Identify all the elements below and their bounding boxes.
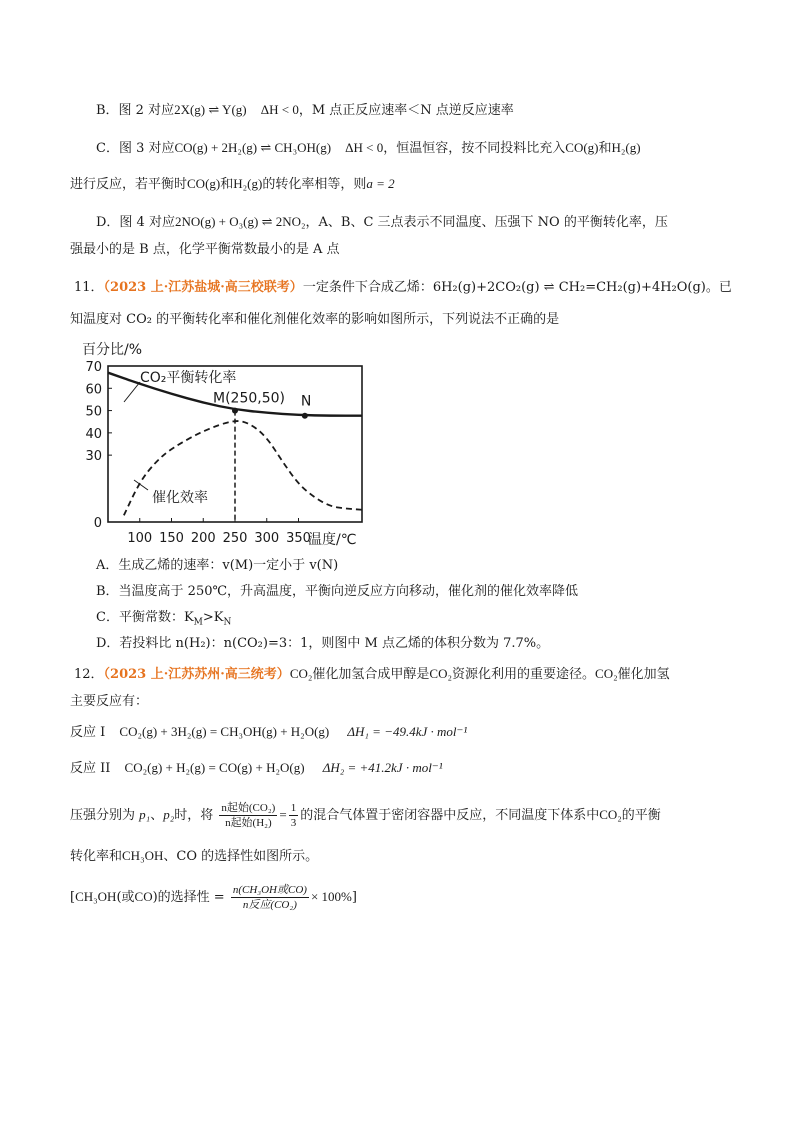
pressure-symbol: p₂ (163, 807, 175, 822)
reaction-formula: CO(g) + 2H₂(g) ⇌ CH₃OH(g) (174, 140, 332, 155)
option-text: 强最小的是 B 点，化学平衡常数最小的是 A 点 (70, 242, 340, 257)
q12-conditions (70, 800, 661, 831)
species: H₂(g) (233, 176, 263, 191)
species: CO₂ (289, 666, 313, 681)
subscript: M (193, 617, 203, 628)
series-label-co2: CO₂平衡转化率 (140, 370, 237, 386)
species: CH₃OH (122, 848, 164, 863)
x-tick-label: 250 (222, 531, 248, 546)
q11-option-b (96, 582, 578, 602)
point-label-m: M(250,50) (213, 390, 285, 407)
option-text: ，M 点正反应速率＜N 点逆反应速率 (298, 103, 514, 118)
q12-selectivity-line (70, 846, 318, 867)
separator: 、 (150, 808, 164, 823)
option-text: A．生成乙烯的速率：v(M)一定小于 v(N) (96, 558, 339, 573)
option-label: D．图 4 对应 (96, 215, 175, 230)
conjunction: 和 (220, 177, 234, 192)
species: CO(g) (187, 176, 221, 191)
percent-factor: × 100% (310, 889, 352, 904)
question-text: 主要反应有： (70, 694, 149, 709)
question-source: （2023 上·江苏苏州·高三统考） (103, 667, 290, 682)
q11-chart (82, 338, 372, 550)
option-label: B．图 2 对应 (96, 103, 175, 118)
reaction-equation: CO₂(g) + H₂(g) = CO(g) + H₂O(g) (124, 760, 305, 775)
question-text: 资源化利用的重要途径。 (452, 667, 596, 682)
reaction-equation: CO₂(g) + 3H₂(g) = CH₃OH(g) + H₂O(g) (119, 724, 330, 739)
question-text: 催化加氢 (617, 667, 670, 682)
fraction-denominator: n起始(H₂) (225, 817, 272, 829)
answer-value: a = 2 (366, 176, 395, 191)
question-text: 的平衡 (621, 808, 661, 823)
selectivity-definition (70, 880, 357, 915)
q11-option-d (96, 634, 549, 654)
y-tick-label: 70 (85, 360, 102, 375)
point-n (302, 413, 308, 419)
enthalpy-condition: ΔH < 0 (345, 140, 384, 155)
q11-stem (74, 278, 732, 298)
fraction-denominator: 3 (290, 817, 297, 829)
question-text: 知温度对 CO₂ 的平衡转化率和催化剂催化效率的影响如图所示，下列说法不正确的是 (70, 312, 560, 327)
option-label: C．图 3 对应 (96, 141, 175, 156)
enthalpy-condition: ΔH < 0 (260, 102, 299, 117)
question-text: (或 (116, 890, 135, 905)
y-tick-label: 0 (93, 516, 102, 531)
species: H₂(g) (611, 140, 641, 155)
x-tick-label: 350 (286, 531, 311, 546)
line-chart (82, 338, 372, 550)
x-axis-label: 温度/℃ (308, 532, 357, 548)
pressure-symbol: p₁ (139, 807, 151, 822)
fraction-numerator: n(CH₃OH或CO) (232, 884, 307, 896)
species: CO₂ (599, 807, 622, 822)
reaction-label: 反应 I (70, 725, 106, 740)
species: CO(g) (565, 140, 599, 155)
bracket: [ (70, 890, 76, 905)
conjunction: 和 (598, 141, 612, 156)
q12-stem-cont (70, 692, 148, 712)
q11-stem-cont (70, 310, 559, 330)
question-number: 12． (74, 667, 104, 682)
q10-option-b (96, 100, 514, 121)
q10-option-d-cont (70, 240, 339, 260)
option-text: >K (202, 610, 224, 625)
reaction-formula: 2NO(g) + O₃(g) ⇌ 2NO₂ (174, 214, 306, 229)
species: CO₂ (595, 666, 618, 681)
reaction-2 (70, 758, 443, 779)
y-tick-label: 60 (85, 382, 102, 398)
option-text: 进行反应，若平衡时 (70, 177, 188, 192)
option-text: 的转化率相等，则 (262, 177, 367, 192)
species: CO (134, 889, 153, 904)
q10-option-d (96, 212, 668, 233)
option-text: ，A、B、C 三点表示不同温度、压强下 NO 的平衡转化率，压 (305, 215, 668, 230)
option-text: D．若投料比 n(H₂)：n(CO₂)=3：1，则图中 M 点乙烯的体积分数为 7.7%。 (96, 636, 550, 651)
y-tick-label: 50 (85, 404, 102, 420)
x-tick-label: 100 (127, 531, 153, 546)
leader-line-co2 (124, 382, 140, 402)
question-text: 时，将 (174, 808, 214, 823)
question-text: 、CO 的选择性如图所示。 (163, 849, 319, 864)
reaction-label: 反应 II (70, 761, 111, 776)
reaction-1 (70, 722, 467, 743)
fraction-numerator: 1 (290, 802, 297, 814)
question-source: （2023 上·江苏盐城·高三校联考） (103, 280, 303, 295)
leader-line-efficiency (134, 480, 148, 490)
question-text: 转化率和 (70, 849, 123, 864)
equals-sign: = (279, 807, 287, 822)
x-tick-label: 200 (190, 531, 216, 546)
q10-option-c-cont (70, 174, 395, 195)
question-number: 11． (74, 280, 104, 295)
selectivity-fraction (231, 883, 309, 912)
question-text: )的选择性 = (152, 890, 225, 905)
reaction-enthalpy: ΔH₁ = −49.4kJ · mol⁻¹ (347, 724, 468, 739)
fraction-denominator: n反应(CO₂) (242, 899, 297, 911)
ratio-value-fraction (289, 801, 299, 830)
q11-option-a (96, 556, 338, 576)
option-text: ，恒温恒容，按不同投料比充入 (383, 141, 566, 156)
question-text: 压强分别为 (70, 808, 136, 823)
y-tick-label: 40 (85, 426, 102, 442)
x-tick-label: 300 (254, 531, 280, 546)
point-m (232, 408, 238, 414)
subscript: N (223, 617, 232, 628)
species: CH₃OH (75, 889, 117, 904)
option-text: B．当温度高于 250℃，升高温度，平衡向逆反应方向移动，催化剂的催化效率降低 (96, 584, 579, 599)
series-label-efficiency: 催化效率 (152, 490, 208, 506)
q10-option-c (96, 138, 641, 159)
reaction-enthalpy: ΔH₂ = +41.2kJ · mol⁻¹ (322, 760, 443, 775)
q11-option-c (96, 608, 231, 633)
fraction-numerator: n起始(CO₂) (221, 802, 276, 814)
option-text: C．平衡常数：K (96, 610, 194, 625)
x-tick-label: 150 (159, 531, 184, 546)
species: CO₂ (429, 666, 453, 681)
question-text: 的混合气体置于密闭容器中反应，不同温度下体系中 (300, 808, 600, 823)
y-axis-label: 百分比/% (82, 342, 143, 358)
question-text: 一定条件下合成乙烯：6H₂(g)+2CO₂(g) ⇌ CH₂=CH₂(g)+4H₂O(g)。已 (302, 280, 732, 295)
bracket: ] (351, 890, 357, 905)
reaction-formula: 2X(g) ⇌ Y(g) (174, 102, 247, 117)
question-text: 催化加氢合成甲醇是 (312, 667, 430, 682)
point-label-n: N (300, 393, 312, 410)
q12-stem (74, 664, 670, 685)
y-tick-label: 30 (85, 449, 102, 465)
feed-ratio-fraction (219, 801, 277, 830)
